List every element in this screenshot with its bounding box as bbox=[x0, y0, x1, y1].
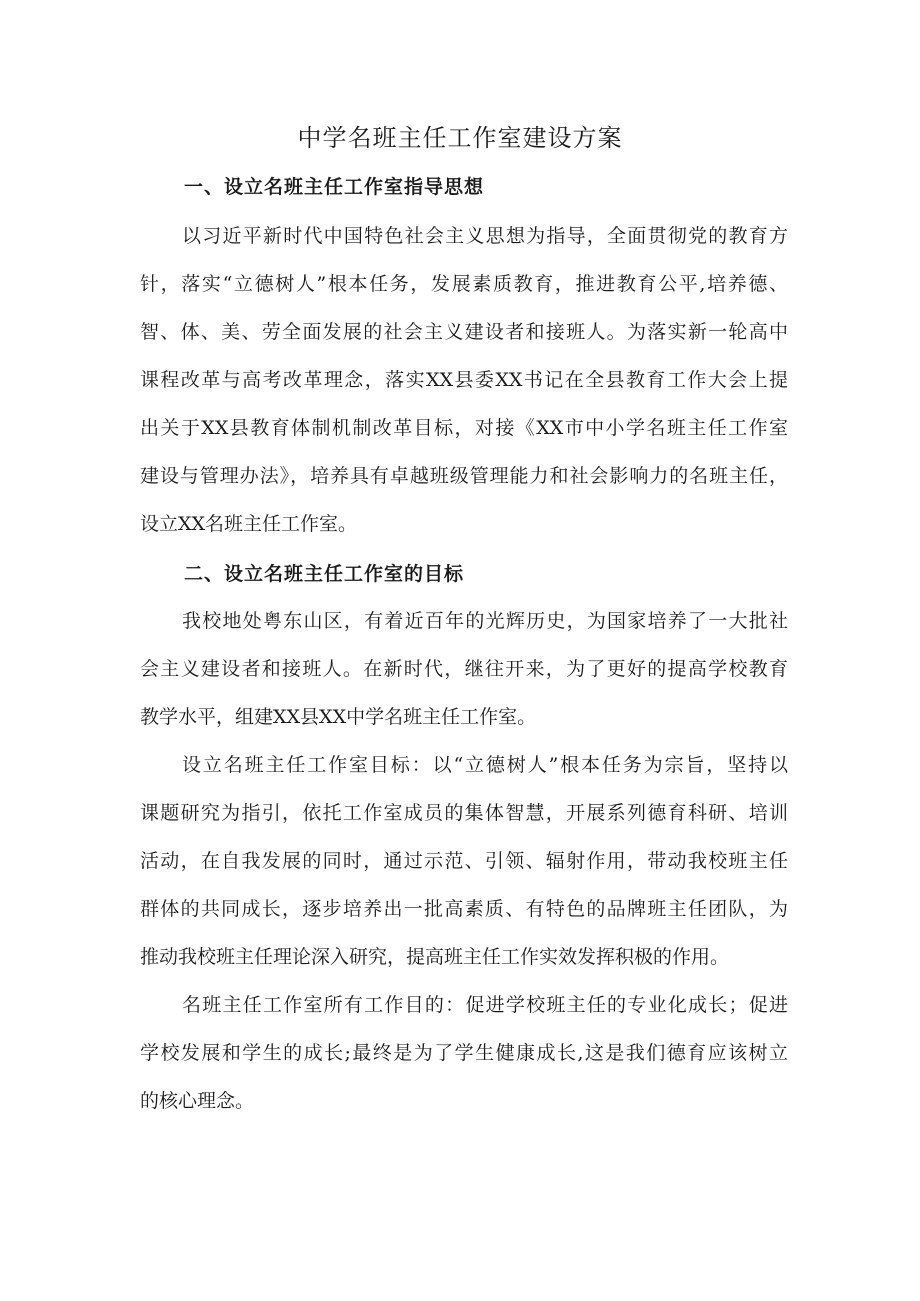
paragraph-line: 智、体、美、劳全面发展的社会主义建设者和接班人。为落实新一轮高中 bbox=[140, 321, 788, 343]
document-title: 中学名班主任工作室建设方案 bbox=[297, 124, 623, 152]
paragraph-line: 设立XX名班主任工作室。 bbox=[140, 513, 358, 535]
paragraph-line: 推动我校班主任理论深入研究，提高班主任工作实效发挥积极的作用。 bbox=[140, 946, 730, 968]
paragraph-line: 名班主任工作室所有工作目的：促进学校班主任的专业化成长；促进 bbox=[182, 994, 788, 1016]
paragraph-line: 针，落实“立德树人”根本任务，发展素质教育，推进教育公平,培养德、 bbox=[140, 273, 788, 295]
paragraph-line: 群体的共同成长，逐步培养出一批高素质、有特色的品牌班主任团队，为 bbox=[140, 898, 788, 920]
paragraph-line: 以习近平新时代中国特色社会主义思想为指导，全面贯彻党的教育方 bbox=[182, 225, 788, 247]
paragraph-line: 建设与管理办法》，培养具有卓越班级管理能力和社会影响力的名班主任， bbox=[140, 465, 788, 487]
paragraph-line: 教学水平，组建XX县XX中学名班主任工作室。 bbox=[140, 706, 537, 728]
paragraph-line: 出关于XX县教育体制机制改革目标，对接《XX市中小学名班主任工作室 bbox=[140, 417, 788, 439]
paragraph-work-purpose bbox=[140, 981, 788, 1125]
paragraph-line: 课程改革与高考改革理念，落实XX县委XX书记在全县教育工作大会上提 bbox=[140, 369, 788, 391]
paragraph-line: 的核心理念。 bbox=[140, 1090, 255, 1112]
paragraph-line: 学校发展和学生的成长;最终是为了学生健康成长,这是我们德育应该树立 bbox=[140, 1042, 788, 1064]
paragraph-school-background bbox=[140, 597, 788, 741]
paragraph-line: 会主义建设者和接班人。在新时代，继往开来，为了更好的提高学校教育 bbox=[140, 658, 788, 680]
paragraph-line: 我校地处粤东山区，有着近百年的光辉历史，为国家培养了一大批社 bbox=[182, 610, 788, 632]
paragraph-studio-goals bbox=[140, 741, 788, 981]
section-heading-2: 二、设立名班主任工作室的目标 bbox=[184, 563, 465, 585]
paragraph-line: 设立名班主任工作室目标：以“立德树人”根本任务为宗旨，坚持以 bbox=[182, 754, 788, 776]
section-heading-1: 一、设立名班主任工作室指导思想 bbox=[184, 176, 485, 198]
paragraph-line: 活动，在自我发展的同时，通过示范、引领、辐射作用，带动我校班主任 bbox=[140, 850, 788, 872]
paragraph-guiding-ideology bbox=[140, 212, 788, 548]
paragraph-line: 课题研究为指引，依托工作室成员的集体智慧，开展系列德育科研、培训 bbox=[140, 802, 788, 824]
